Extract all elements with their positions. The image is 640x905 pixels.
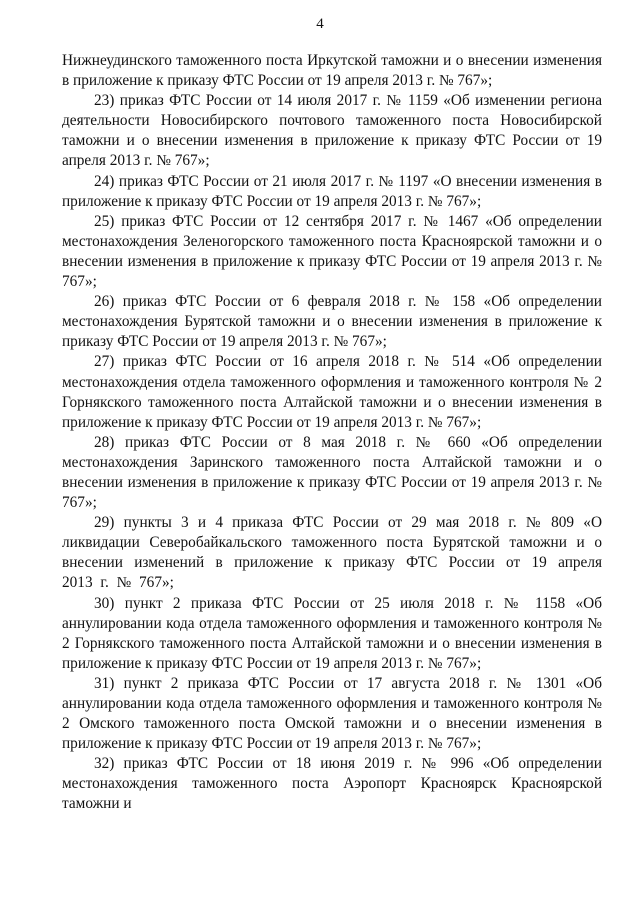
paragraph-item-28: 28) приказ ФТС России от 8 мая 2018 г. № 660 «Об определении местонахождения Заринского таможенного поста Алтайской таможни и о внесении изменения в приложение к приказу ФТС России от 19 апреля 2013 г. № 767»; [62, 433, 602, 512]
document-body [62, 51, 602, 815]
paragraph-item-25: 25) приказ ФТС России от 12 сентября 2017 г. № 1467 «Об определении местонахождения Зеленогорского таможенного поста Красноярской таможни и о внесении изменения в приложение к приказу ФТС России от 19 апреля 2013 г. № 767»; [62, 212, 602, 291]
paragraph-item-27: 27) приказ ФТС России от 16 апреля 2018 г. № 514 «Об определении местонахождения отдела таможенного оформления и таможенного контроля № 2 Горнякского таможенного поста Алтайской таможни и о внесении изменения в приложение к приказу ФТС России от 19 апреля 2013 г. № 767»; [62, 353, 602, 431]
paragraph-item-30: 30) пункт 2 приказа ФТС России от 25 июля 2018 г. № 1158 «Об аннулировании кода отдела таможенного оформления и таможенного контроля № 2 Горнякского таможенного поста Алтайской таможни и о внесении изменения в приложение к приказу ФТС России от 19 апреля 2013 г. № 767»; [62, 594, 602, 672]
paragraph-item-29: 29) пункты 3 и 4 приказа ФТС России от 29 мая 2018 г. № 809 «О ликвидации Северобайкальского таможенного поста Бурятской таможни и о внесении изменений в приложение к приказу ФТС России от 19 апреля 2013 г. № 767»; [62, 514, 602, 592]
paragraph-item-23: 23) приказ ФТС России от 14 июля 2017 г. № 1159 «Об изменении региона деятельности Новосибирского почтового таможенного поста Новосибирской таможни и о внесении изменения в приложение к приказу ФТС России от 19 апреля 2013 г. № 767»; [62, 92, 602, 170]
paragraph-item-26: 26) приказ ФТС России от 6 февраля 2018 г. № 158 «Об определении местонахождения Бурятской таможни и о внесении изменения в приложение к приказу ФТС России от 19 апреля 2013 г. № 767»; [62, 293, 602, 351]
paragraph-item-32: 32) приказ ФТС России от 18 июня 2019 г. № 996 «Об определении местонахождения таможенного поста Аэропорт Красноярск Красноярской таможни и [62, 755, 602, 813]
paragraph-item-24: 24) приказ ФТС России от 21 июля 2017 г. № 1197 «О внесении изменения в приложение к приказу ФТС России от 19 апреля 2013 г. № 767»; [62, 172, 602, 210]
page-number: 4 [316, 16, 324, 32]
paragraph-continuation: Нижнеудинского таможенного поста Иркутской таможни и о внесении изменения в приложение к приказу ФТС России от 19 апреля 2013 г. № 767»; [62, 52, 602, 90]
paragraph-item-31: 31) пункт 2 приказа ФТС России от 17 августа 2018 г. № 1301 «Об аннулировании кода отдела таможенного оформления и таможенного контроля № 2 Омского таможенного поста Омской таможни и о внесении изменения в приложение к приказу ФТС России от 19 апреля 2013 г. № 767»; [62, 674, 602, 753]
